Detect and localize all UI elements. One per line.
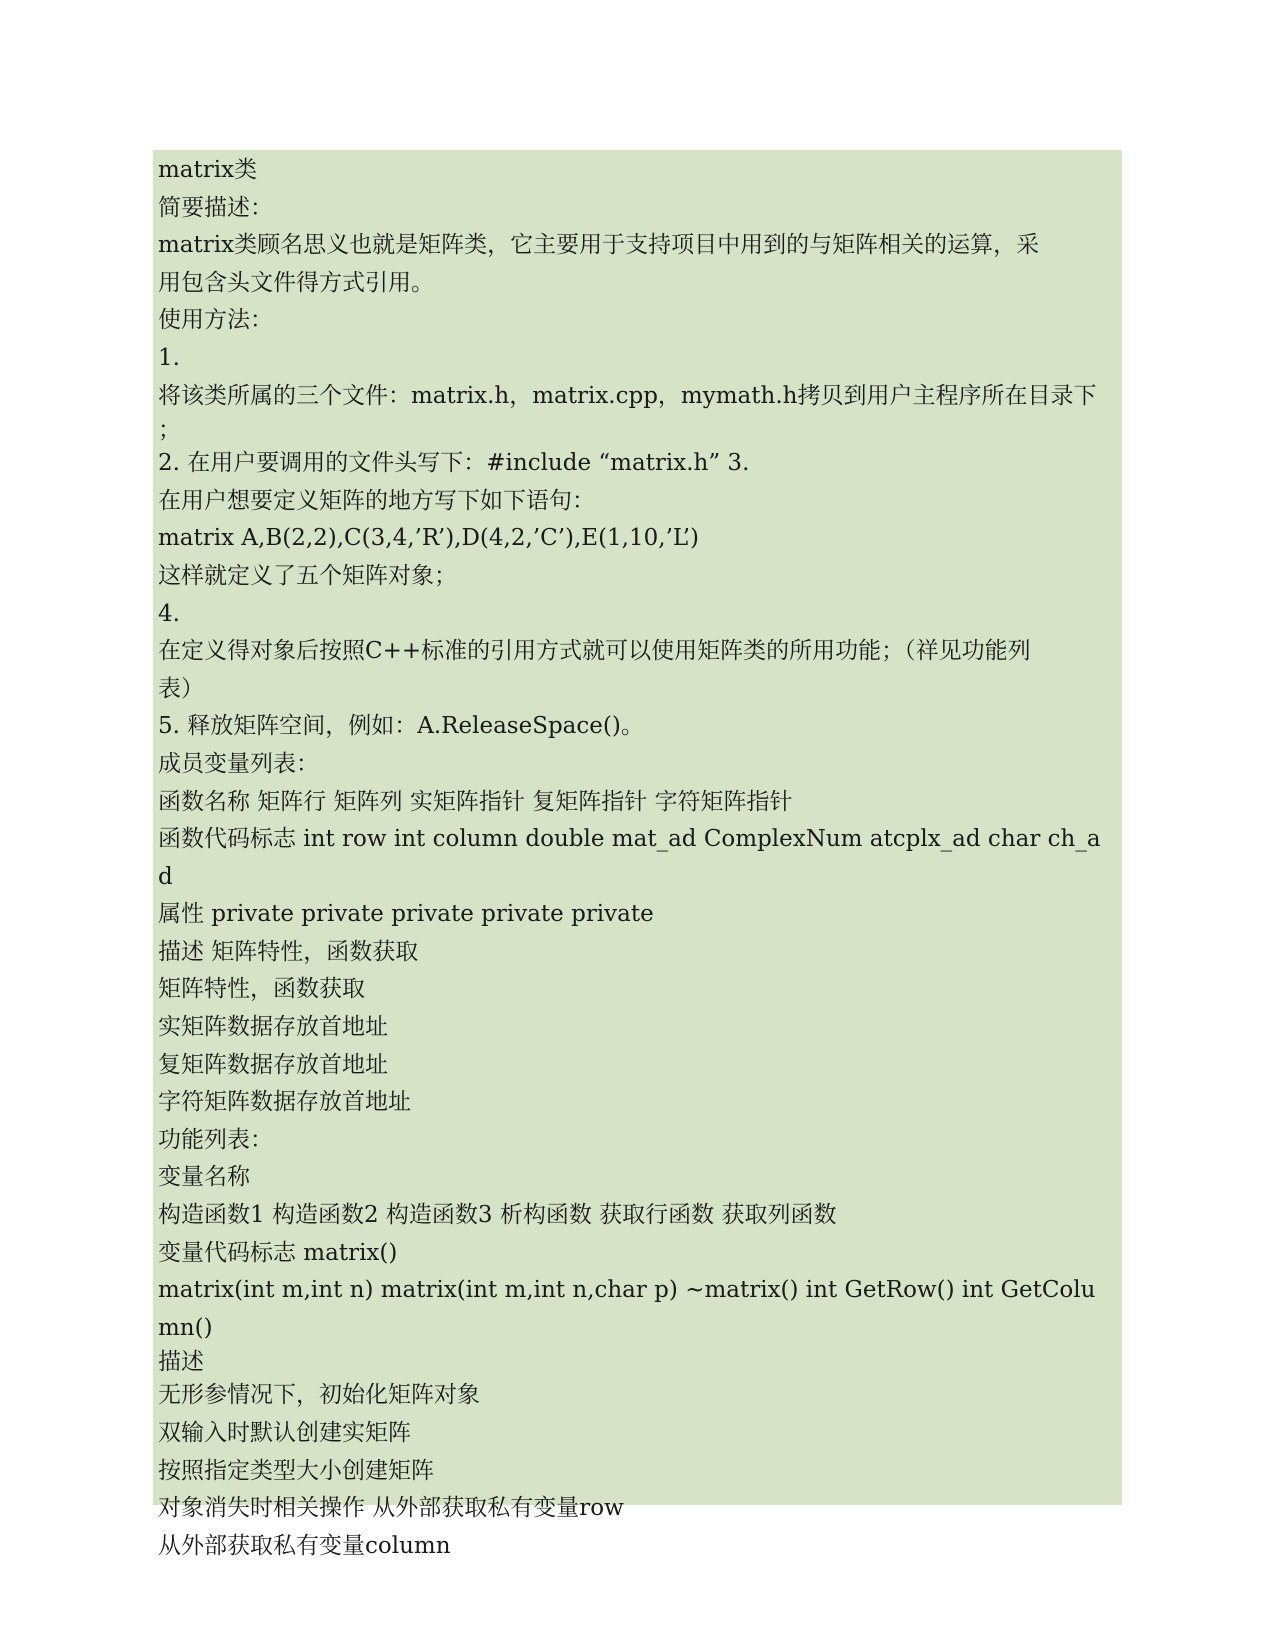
function-description-1: 无形参情况下，初始化矩阵对象 <box>158 1382 480 1409</box>
document-text-block <box>153 150 1122 1559</box>
section-member-variables-label: 成员变量列表： <box>158 750 319 777</box>
summary-line-1: matrix类顾名思义也就是矩阵类，它主要用于支持项目中用到的与矩阵相关的运算，采 <box>158 232 1040 259</box>
function-list-description-label: 描述 <box>158 1349 204 1376</box>
function-list-names-row: 构造函数1 构造函数2 构造函数3 析构函数 获取行函数 获取列函数 <box>158 1202 837 1229</box>
usage-step-4-number: 4. <box>158 600 180 627</box>
usage-step-5-text: 5. 释放矩阵空间，例如：A.ReleaseSpace()。 <box>158 713 644 740</box>
function-description-5: 从外部获取私有变量column <box>158 1532 451 1559</box>
member-variable-description-real: 实矩阵数据存放首地址 <box>158 1014 388 1041</box>
usage-step-4-continuation: 表） <box>158 675 204 702</box>
usage-step-3-note: 这样就定义了五个矩阵对象； <box>158 562 457 589</box>
function-list-code-label: 变量代码标志 matrix() <box>158 1239 398 1266</box>
summary-line-2: 用包含头文件得方式引用。 <box>158 269 434 296</box>
member-variables-code-row: 函数代码标志 int row int column double mat_ad ComplexNum atcplx_ad char ch_ad <box>158 826 1101 890</box>
member-variables-attribute-row: 属性 private private private private private <box>158 901 654 928</box>
member-variable-description-char: 字符矩阵数据存放首地址 <box>158 1089 411 1116</box>
member-variable-description-column: 矩阵特性，函数获取 <box>158 976 365 1003</box>
usage-step-3-text: 在用户想要定义矩阵的地方写下如下语句： <box>158 487 595 514</box>
member-variable-description-complex: 复矩阵数据存放首地址 <box>158 1051 388 1078</box>
section-usage-label: 使用方法： <box>158 307 273 334</box>
heading-matrix-class: matrix类 <box>158 157 258 183</box>
usage-step-1-text: 将该类所属的三个文件：matrix.h，matrix.cpp，mymath.h拷贝到用户主程序所在目录下 <box>158 382 1097 409</box>
function-description-2: 双输入时默认创建实矩阵 <box>158 1420 411 1446</box>
usage-step-1-continuation: ； <box>158 417 181 444</box>
section-function-list-label: 功能列表： <box>158 1126 273 1153</box>
section-summary-label: 简要描述： <box>158 194 273 221</box>
usage-step-4-text: 在定义得对象后按照C++标准的引用方式就可以使用矩阵类的所用功能；（祥见功能列 <box>158 638 1031 665</box>
usage-code-example: matrix A,B(2,2),C(3,4,’R’),D(4,2,’C’),E(1,10,’L’) <box>158 525 699 552</box>
function-list-code-row: matrix(int m,int n) matrix(int m,int n,char p) ~matrix() int GetRow() int GetColumn() <box>158 1277 1096 1341</box>
function-list-name-label: 变量名称 <box>158 1164 250 1191</box>
usage-step-1-number: 1. <box>158 344 180 371</box>
function-description-4: 对象消失时相关操作 从外部获取私有变量row <box>158 1495 624 1522</box>
usage-step-2-text: 2. 在用户要调用的文件头写下：#include “matrix.h” 3. <box>158 450 750 477</box>
member-variables-description-row: 描述 矩阵特性，函数获取 <box>158 938 419 965</box>
member-variables-names-row: 函数名称 矩阵行 矩阵列 实矩阵指针 复矩阵指针 字符矩阵指针 <box>158 788 793 815</box>
function-description-3: 按照指定类型大小创建矩阵 <box>158 1457 434 1484</box>
